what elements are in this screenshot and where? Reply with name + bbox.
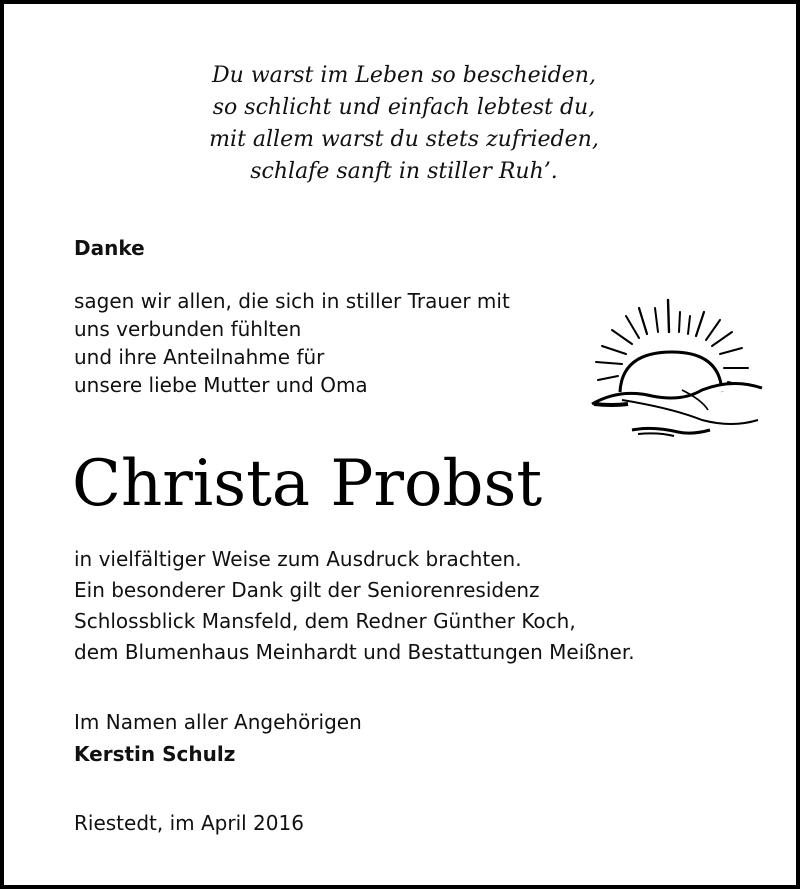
signoff-line: Im Namen aller Angehörigen (74, 710, 362, 734)
memorial-poem (4, 60, 800, 188)
signer-name: Kerstin Schulz (74, 742, 236, 766)
body-line: in vielfältiger Weise zum Ausdruck brachten. (74, 547, 522, 571)
body-line: Schlossblick Mansfeld, dem Redner Günther Koch, (74, 609, 576, 633)
body-line: Ein besonderer Dank gilt der Seniorenresidenz (74, 578, 540, 602)
poem-line: schlafe sanft in stiller Ruh’. (250, 159, 558, 184)
poem-line: mit allem warst du stets zufrieden, (209, 127, 599, 152)
intro-line: und ihre Anteilnahme für (74, 345, 325, 369)
thanks-heading: Danke (74, 236, 145, 260)
intro-line: sagen wir allen, die sich in stiller Trauer mit (74, 289, 510, 313)
poem-line: so schlicht und einfach lebtest du, (212, 95, 596, 120)
thanks-intro (74, 287, 510, 399)
place-date: Riestedt, im April 2016 (74, 811, 304, 835)
signoff (74, 706, 362, 770)
thanks-body (74, 544, 635, 668)
poem-line: Du warst im Leben so bescheiden, (212, 63, 596, 88)
intro-line: unsere liebe Mutter und Oma (74, 373, 368, 397)
deceased-name: Christa Probst (72, 447, 543, 521)
body-line: dem Blumenhaus Meinhardt und Bestattungen Meißner. (74, 640, 635, 664)
intro-line: uns verbunden fühlten (74, 317, 302, 341)
sunset-over-hills-icon (582, 292, 766, 442)
